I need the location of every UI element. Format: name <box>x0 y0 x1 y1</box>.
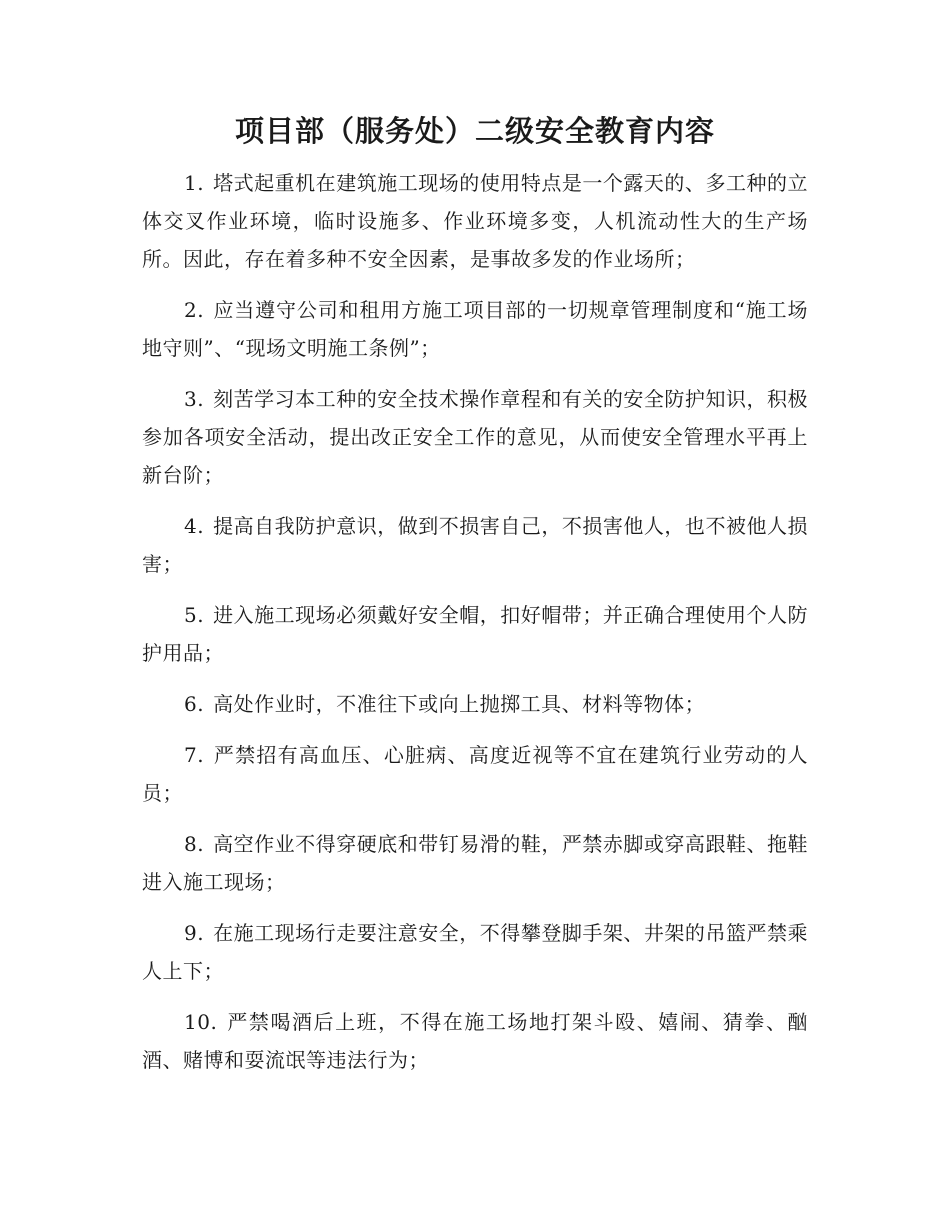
item-text: 提高自我防护意识，做到不损害自己，不损害他人，也不被他人损害； <box>142 514 808 576</box>
item-number: 3. <box>184 387 205 411</box>
list-item <box>142 685 808 723</box>
item-number: 7. <box>184 743 205 767</box>
item-text: 高处作业时，不准往下或向上抛掷工具、材料等物体； <box>213 692 706 716</box>
list-item <box>142 507 808 583</box>
item-number: 8. <box>184 832 205 856</box>
list-item <box>142 825 808 901</box>
list-item <box>142 380 808 494</box>
document-title: 项目部（服务处）二级安全教育内容 <box>234 114 715 148</box>
item-text: 刻苦学习本工种的安全技术操作章程和有关的安全防护知识，积极参加各项安全活动，提出改正安全工作的意见，从而使安全管理水平再上新台阶； <box>142 387 808 487</box>
item-text: 严禁招有高血压、心脏病、高度近视等不宜在建筑行业劳动的人员； <box>142 743 808 805</box>
item-text: 应当遵守公司和租用方施工项目部的一切规章管理制度和“施工场地守则”、“现场文明施工条例”； <box>142 298 808 360</box>
list-item <box>142 1003 808 1079</box>
item-text: 严禁喝酒后上班，不得在施工场地打架斗殴、嬉闹、猜拳、酗酒、赌博和耍流氓等违法行为； <box>142 1010 808 1072</box>
list-item <box>142 291 808 367</box>
list-item <box>142 736 808 812</box>
list-item <box>142 596 808 672</box>
item-number: 6. <box>184 692 205 716</box>
item-number: 10. <box>184 1010 218 1034</box>
item-number: 9. <box>184 921 205 945</box>
item-text: 进入施工现场必须戴好安全帽，扣好帽带；并正确合理使用个人防护用品； <box>142 603 808 665</box>
item-number: 4. <box>184 514 205 538</box>
item-text: 塔式起重机在建筑施工现场的使用特点是一个露天的、多工种的立体交叉作业环境，临时设施多、作业环境多变，人机流动性大的生产场所。因此，存在着多种不安全因素，是事故多发的作业场所； <box>142 171 808 271</box>
item-number: 1. <box>184 171 205 195</box>
item-number: 2. <box>184 298 205 322</box>
list-item <box>142 164 808 278</box>
item-text: 在施工现场行走要注意安全，不得攀登脚手架、井架的吊篮严禁乘人上下； <box>142 921 808 983</box>
item-text: 高空作业不得穿硬底和带钉易滑的鞋，严禁赤脚或穿高跟鞋、拖鞋进入施工现场； <box>142 832 808 894</box>
list-item <box>142 914 808 990</box>
item-number: 5. <box>184 603 205 627</box>
rules-list <box>142 164 808 1092</box>
